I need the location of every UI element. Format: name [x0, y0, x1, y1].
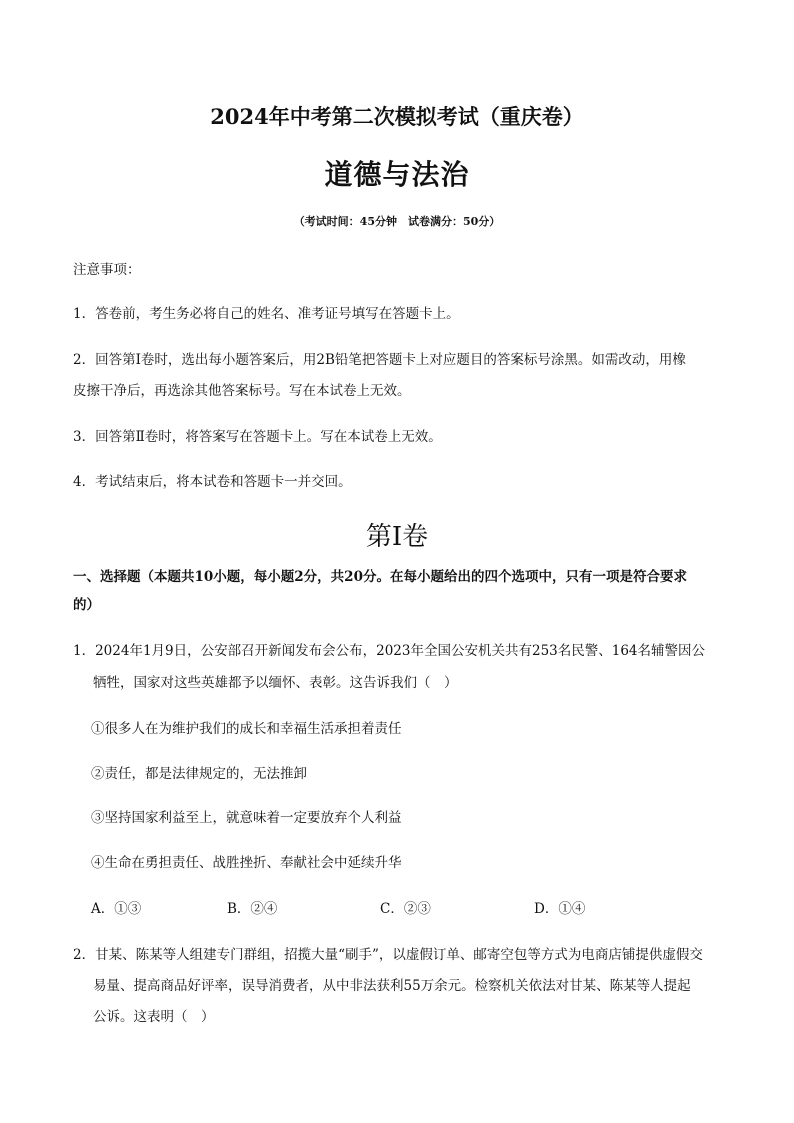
question-1-option-d: D．①④: [534, 901, 586, 917]
section-instruction-line1: 一、选择题（本题共10小题，每小题2分，共20分。在每小题给出的四个选项中，只有一项是符合要求: [73, 569, 687, 585]
notice-item-3: 3．回答第Ⅱ卷时，将答案写在答题卡上。写在本试卷上无效。: [73, 429, 442, 445]
subject-title: 道德与法治: [324, 158, 470, 191]
notice-item-1: 1．答卷前，考生务必将自己的姓名、准考证号填写在答题卡上。: [73, 306, 460, 322]
exam-title: 2024年中考第二次模拟考试（重庆卷）: [210, 104, 584, 129]
section-title: 第Ⅰ卷: [365, 522, 429, 552]
question-1-option-a: A．①③: [91, 901, 142, 917]
question-2-stem-line3: 公诉。这表明（ ）: [93, 1009, 215, 1025]
exam-info: （考试时间：45分钟 试卷满分：50分）: [293, 215, 501, 228]
question-2-stem-line1: 2．甘某、陈某等人组建专门群组，招揽大量“刷手”，以虚假订单、邮寄空包等方式为电商店铺提供虚假交: [73, 947, 703, 963]
notice-item-2-line1: 2．回答第Ⅰ卷时，选出每小题答案后，用2B铅笔把答题卡上对应题目的答案标号涂黑。如需改动，用橡: [73, 352, 686, 368]
question-2-stem-line2: 易量、提高商品好评率，误导消费者，从中非法获利55万余元。检察机关依法对甘某、陈某等人提起: [93, 978, 691, 994]
notice-item-2-line2: 皮擦干净后，再选涂其他答案标号。写在本试卷上无效。: [73, 383, 411, 399]
question-1-statement-3: ③坚持国家利益至上，就意味着一定要放弃个人利益: [91, 810, 402, 826]
question-1-statement-4: ④生命在勇担责任、战胜挫折、奉献社会中延续升华: [91, 855, 402, 871]
question-1-stem-line2: 牺牲，国家对这些英雄都予以缅怀、表彰。这告诉我们（ ）: [93, 675, 458, 691]
question-1-statement-1: ①很多人在为维护我们的成长和幸福生活承担着责任: [91, 721, 402, 737]
question-1-option-b: B．②④: [227, 901, 278, 917]
section-instruction-line2: 的）: [73, 597, 100, 613]
question-1-stem-line1: 1．2024年1月9日，公安部召开新闻发布会公布，2023年全国公安机关共有253名民警、164名辅警因公: [73, 643, 706, 659]
notice-item-4: 4．考试结束后，将本试卷和答题卡一并交回。: [73, 474, 352, 490]
notice-heading: 注意事项：: [73, 262, 141, 278]
question-1-option-c: C．②③: [380, 901, 431, 917]
question-1-statement-2: ②责任，都是法律规定的，无法推卸: [91, 766, 307, 782]
